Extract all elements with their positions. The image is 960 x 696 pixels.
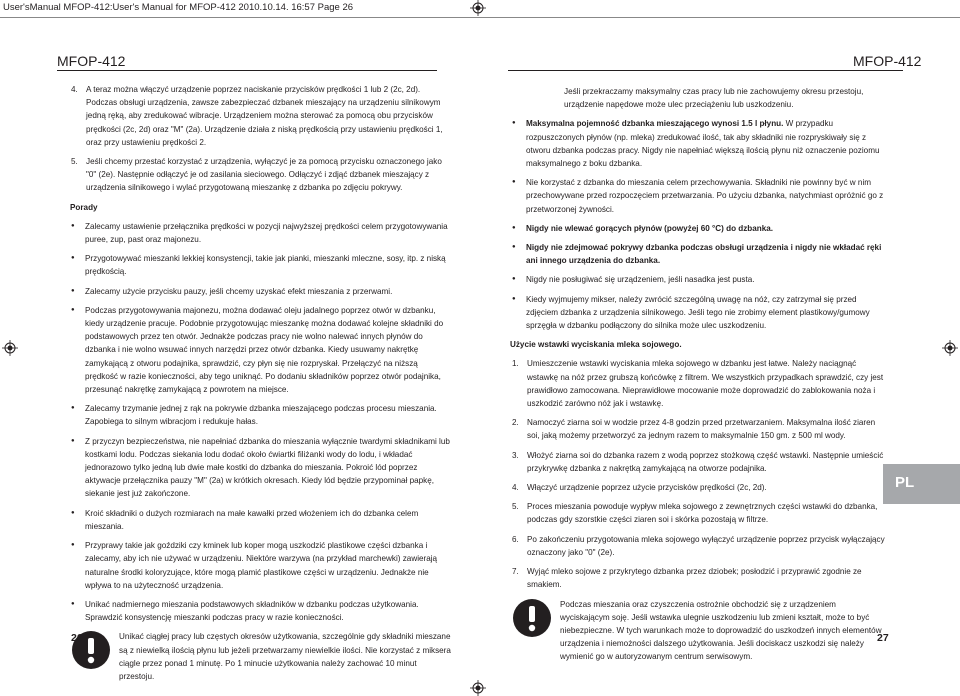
model-title-left: MFOP-412	[57, 53, 126, 69]
crosshair-registration-icon	[2, 340, 18, 356]
tip-text: Kroić składniki o dużych rozmiarach na małe kawałki przed włożeniem ich do dzbanka celem mieszania.	[85, 508, 419, 531]
bullet-text: Kiedy wyjmujemy mikser, należy zwrócić szczególną uwagę na nóż, czy zatrzymał się przed zdjęciem dzbanka z urządzenia silnikowego. Jeśli tego nie zrobimy element plastikowy/gumowy sprzęgła w dzbanku podłączony do silnika może ulec uszkodzeniu.	[526, 294, 870, 331]
numbered-item	[71, 83, 451, 149]
crosshair-registration-icon	[942, 340, 958, 356]
tip-item	[71, 435, 451, 501]
bullet-icon: ●	[512, 120, 516, 127]
bullet-icon: ●	[512, 224, 516, 231]
bullet-icon: ●	[512, 244, 516, 251]
crosshair-registration-icon	[470, 680, 486, 696]
step-item	[512, 481, 887, 494]
bullet-icon: ●	[512, 295, 516, 302]
model-title-right: MFOP-412	[853, 53, 922, 69]
tip-item	[71, 304, 451, 396]
bullet-icon: ●	[71, 306, 75, 313]
tip-item	[71, 598, 451, 624]
step-item	[512, 416, 887, 442]
bullet-icon: ●	[71, 222, 75, 229]
intro-text: Jeśli przekraczamy maksymalny czas pracy lub nie zachowujemy okresu przestoju, urządzenie napędowe może ulec przeciążeniu lub uszkodzeniu.	[564, 87, 864, 110]
step-item	[512, 533, 887, 559]
item-number: 4.	[71, 85, 78, 94]
step-text: Wyjąć mleko sojowe z przykrytego dzbanka przez dziobek; posłodzić i przyprawić zgodnie ze smakiem.	[527, 567, 862, 590]
tip-text: Unikać nadmiernego mieszania podstawowych składników w dzbanku podczas użytkowania. Sprawdzić konsystencję mieszanki podczas pracy w razie konieczności.	[85, 599, 419, 623]
item-text: Jeśli chcemy przestać korzystać z urządzenia, wyłączyć je za pomocą przycisku oznaczonego jako "0" (2e). Następnie odłączyć je od zasilania sieciowego. Odłączyć i zdjąć dzbanek mieszający z urządzenia silnikowego i wylać przygotowaną mieszankę z dzbanka po zdjęciu pokrywy.	[86, 157, 442, 193]
bullet-text: Nie korzystać z dzbanka do mieszania celem przechowywania. Składniki nie powinny być w nim przechowywane przed rozpoczęciem przetwarzania. Po użyciu dzbanka, natychmiast opróżnić go z przetworzonej żywności.	[526, 178, 884, 214]
bullet-icon: ●	[71, 542, 75, 549]
bullet-text: Nigdy nie posługiwać się urządzeniem, jeśli nasadka jest pusta.	[526, 275, 755, 285]
tips-heading: Porady	[70, 202, 98, 212]
bullet-icon: ●	[512, 179, 516, 186]
warning-text: Unikać ciągłej pracy lub częstych okresów użytkowania, szczególnie gdy składniki mieszane są z niewielką ilością płynu lub jeżeli przetwarzamy niewielkie ilości. Nie korzystać z miksera ciągle przez ponad 1 minutę. Po 1 minucie użytkowania należy zachować 10 minut przestoju.	[119, 632, 451, 681]
step-text: Umieszczenie wstawki wyciskania mleka sojowego w dzbanku jest łatwe. Należy naciągnąć wstawkę na nóż przez grubszą końcówkę z filtrem. We wszystkich przypadkach sprawdzić, czy jest prawidłowo zamocowana. Nieprawidłowe mocowanie może doprowadzić do zablokowania noża i uszkodzić zarówno nóż jak i wstawkę.	[527, 359, 884, 409]
warning-text: Podczas mieszania oraz czyszczenia ostrożnie obchodzić się z urządzeniem wyciskającym soję. Jeśli wstawka ulegnie uszkodzeniu lub zmieni kształt, może to być niebezpieczne. W tych warunkach może to doprowadzić do uszkodzeń innych elementów urządzenia i niemożności dalszego użytkowania. Jeśli dociskacz uszkodzi się należy wymienić go w autoryzowanym centrum serwisowym.	[560, 599, 882, 662]
step-number: 7.	[512, 567, 519, 577]
bullet-icon: ●	[71, 287, 75, 294]
numbered-item	[71, 155, 451, 195]
tip-item	[71, 507, 451, 533]
print-info: User'sManual MFOP-412:User's Manual for MFOP-412 2010.10.14. 16:57 Page 26	[3, 2, 354, 13]
tip-item	[71, 220, 451, 246]
step-item	[512, 500, 887, 526]
step-number: 2.	[512, 418, 519, 428]
step-item	[512, 449, 887, 475]
bullet-item	[512, 273, 887, 286]
bullet-text: W przypadku rozpuszczonych płynów (np. mleka) zredukować ilość, tak aby składniki nie rozpryskiwały się z otworu dzbanka podczas pracy. Nigdy nie napełniać większą ilością płynu niż oznaczenie poziomu maksymalnego z boku dzbanka.	[526, 119, 880, 169]
tip-text: Zalecamy użycie przycisku pauzy, jeśli chcemy uzyskać efekt mieszania z przerwami.	[85, 286, 393, 296]
step-number: 5.	[512, 502, 519, 512]
bullet-bold-text: Nigdy nie zdejmować pokrywy dzbanka podczas obsługi urządzenia i nigdy nie wkładać ręki ani innego urządzenia do dzbanka.	[526, 243, 882, 266]
bullet-icon: ●	[512, 276, 516, 283]
tip-text: Z przyczyn bezpieczeństwa, nie napełniać dzbanka do mieszania wyłącznie twardymi składnikami lub kostkami lodu. Podczas siekania lodu dodać około ćwiartki filiżanki wody do lodu, i wkładać jednorazowo tylko jedną lub dwie małe kostki do dzbanka do mieszania. Pokroić lód poprzez aktywacje przełącznika pauzy "M" (2a) w krótkich okresach. Kiedy lód będzie przypominał papkę, siekanie jest już zakończone.	[85, 436, 450, 499]
step-text: Włożyć ziarna soi do dzbanka razem z wodą poprzez stożkową część wstawki. Następnie umieścić przykrywkę dzbanka z nakrętką zamykającą na otworze podajnika.	[527, 450, 884, 473]
bullet-item	[512, 176, 887, 216]
step-text: Proces mieszania powoduje wypływ mleka sojowego z zewnętrznych części wstawki do dzbanka, podczas gdy szorstkie części ziaren soi i skórka pozostają w filtrze.	[527, 502, 878, 525]
step-text: Po zakończeniu przygotowania mleka sojowego wyłączyć urządzenie poprzez przycisk wyłączający oznaczony jako "0" (2e).	[527, 534, 885, 557]
warning-block	[512, 598, 887, 664]
step-number: 4.	[512, 483, 519, 493]
step-number: 3.	[512, 450, 519, 460]
bullet-icon: ●	[71, 255, 75, 262]
bullet-icon: ●	[71, 509, 75, 516]
left-column	[71, 83, 451, 683]
bullet-item	[512, 117, 887, 170]
page-number-right: 27	[877, 632, 889, 644]
bullet-item	[512, 293, 887, 333]
language-code: PL	[895, 474, 915, 491]
step-number: 1.	[512, 359, 519, 369]
header-rule-right	[508, 70, 903, 71]
language-tab	[883, 464, 960, 504]
bullet-item	[512, 241, 887, 267]
tip-text: Przygotowywać mieszanki lekkiej konsystencji, takie jak pianki, mieszanki mleczne, sosy, itp. z niską prędkością.	[85, 254, 446, 277]
tip-text: Przyprawy takie jak goździki czy kminek lub koper mogą uszkodzić plastikowe części dzbanka i zalecamy, aby ich nie używać w urządzeniu. Niektóre warzywa (na przykład marchewki) zawierają naturalne środki koloryzujące, które mogą plamić plastikowe części w urządzeniu. Jednakże nie wpływa to na użyteczność urządzenia.	[85, 541, 438, 590]
exclamation-warning-icon	[512, 598, 560, 638]
warning-block	[71, 630, 451, 683]
tip-text: Zalecamy trzymanie jednej z rąk na pokrywie dzbanka mieszającego podczas procesu mieszania. Zapobiega to silnym wibracjom i redukuje hałas.	[85, 404, 437, 427]
tip-item	[71, 402, 451, 428]
bullet-icon: ●	[71, 405, 75, 412]
bullet-bold-text: Maksymalna pojemność dzbanka mieszającego wynosi 1.5 l płynu.	[526, 119, 784, 129]
crosshair-registration-icon	[470, 0, 486, 16]
item-text: A teraz można włączyć urządzenie poprzez naciskanie przycisków prędkości 1 lub 2 (2c, 2d). Podczas obsługi urządzenia, zawsze zabezpieczać dzbanek mieszający na urządzeniu silnikowym jedną ręką, aby zredukować wibracje. Urządzeniem można sterować za pomocą obu przycisków prędkości (2c, 2d) oraz "M" (2a). Urządzenie działa z niską prędkością przy ustawieniu prędkości 1, oraz przy ustawieniu prędkości 2.	[86, 85, 443, 147]
step-text: Namoczyć ziarna soi w wodzie przez 4-8 godzin przed przetwarzaniem. Maksymalna ilość ziaren soi, jaką możemy przetworzyć za jednym razem to maksymalnie 150 gm. z 500 ml wody.	[527, 418, 876, 441]
step-item	[512, 357, 887, 410]
tip-item	[71, 285, 451, 298]
bullet-bold-text: Nigdy nie wlewać gorących płynów (powyżej 60 °C) do dzbanka.	[526, 223, 774, 233]
header-rule-left	[57, 70, 437, 71]
tip-text: Zalecamy ustawienie przełącznika prędkości w pozycji najwyższej prędkości celem przygotowywania puree, zup, past oraz majonezu.	[85, 221, 448, 245]
tip-item	[71, 252, 451, 278]
bullet-item	[512, 222, 887, 235]
tip-text: Podczas przygotowywania majonezu, można dodawać oleju jadalnego poprzez otwór w dzbanku, kiedy urządzenie pracuje. Podobnie przygotowując mieszankę można dodawać kolejne składniki do podstawowych przez ten otwór. Jednakże podczas pracy nie wolno nalewać innych płynów do dzbanka i nie wolno wsuwać innych narzędzi przez otwór dzbanka. Kiedy usuwamy nakrętkę zamykającą z otworu podajnika, sprawdzić, czy płyn się nie rozpryskał. Przełączyć na niższą prędkość w razie konieczności, aby tego uniknąć. Po dodaniu składników poprzez otwór podajnika, przesunąć nakrętkę zamykającą z powrotem na miejsce.	[85, 305, 444, 395]
page-number-left: 26	[71, 632, 83, 644]
step-text: Włączyć urządzenie poprzez użycie przycisków prędkości (2c, 2d).	[527, 483, 767, 493]
tip-item	[71, 539, 451, 592]
bullet-icon: ●	[71, 437, 75, 444]
item-number: 5.	[71, 157, 78, 167]
right-column	[512, 85, 887, 664]
section-heading: Użycie wstawki wyciskania mleka sojowego.	[510, 340, 682, 350]
step-item	[512, 565, 887, 591]
step-number: 6.	[512, 534, 519, 544]
bullet-icon: ●	[71, 600, 75, 607]
